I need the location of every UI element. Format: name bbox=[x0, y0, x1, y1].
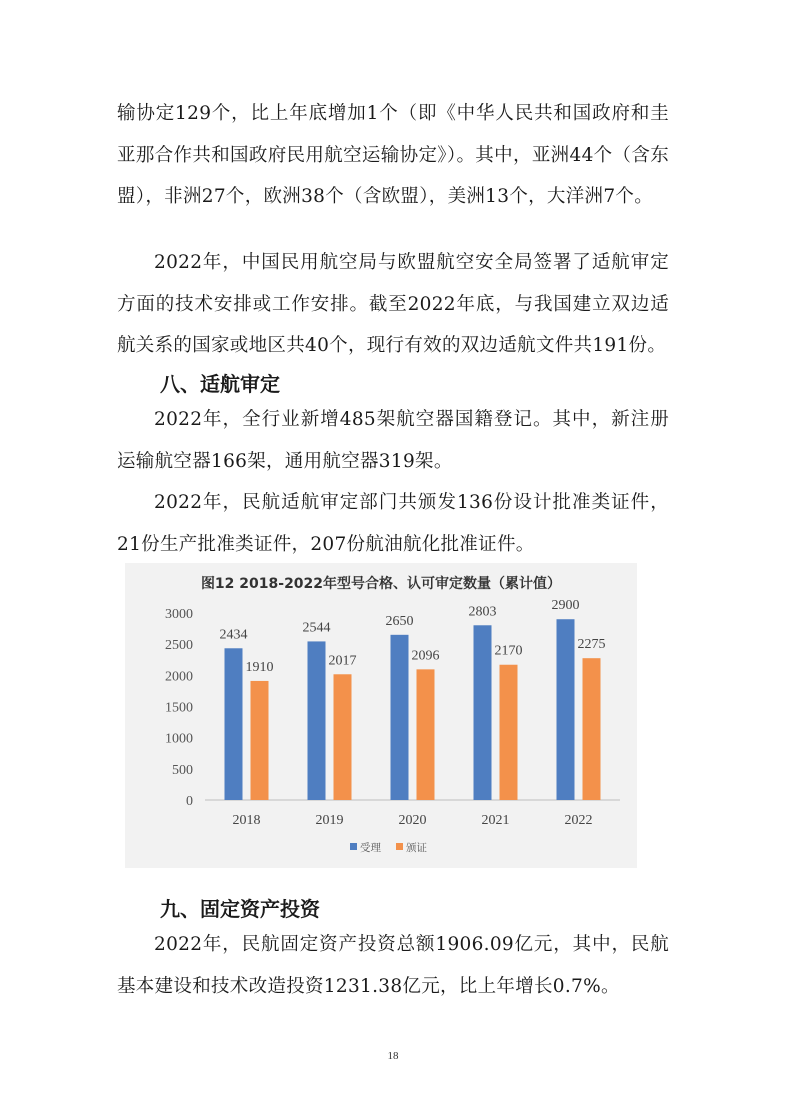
data-label: 2544 bbox=[302, 620, 331, 636]
data-label: 2650 bbox=[385, 613, 414, 629]
certification-chart bbox=[125, 563, 637, 868]
bar-certified bbox=[500, 665, 518, 800]
bar-accepted bbox=[308, 641, 326, 800]
x-tick-label: 2018 bbox=[232, 813, 261, 828]
paragraph-airworthiness-arrangements: 2022年，中国民用航空局与欧盟航空安全局签署了适航审定方面的技术安排或工作安排。截至2022年底，与我国建立双边适航关系的国家或地区共40个，现行有效的双边适航文件共191份。 bbox=[117, 252, 669, 356]
x-tick-label: 2020 bbox=[398, 813, 427, 828]
heading-fixed-asset-investment: 九、固定资产投资 bbox=[160, 897, 320, 921]
bar-certified bbox=[251, 681, 269, 800]
data-label: 2900 bbox=[551, 598, 580, 614]
legend-swatch bbox=[350, 843, 357, 850]
y-tick-label: 0 bbox=[186, 794, 193, 809]
bar-certified bbox=[334, 674, 352, 800]
data-label: 2434 bbox=[219, 627, 248, 643]
bar-accepted bbox=[557, 619, 575, 800]
bar-accepted bbox=[391, 635, 409, 800]
data-label: 2275 bbox=[577, 637, 606, 653]
data-label: 1910 bbox=[245, 659, 274, 675]
legend-label: 颁证 bbox=[406, 842, 427, 854]
paragraph-aircraft-registration: 2022年，全行业新增485架航空器国籍登记。其中，新注册运输航空器166架，通用航空器319架。 bbox=[117, 409, 669, 472]
bar-accepted bbox=[474, 625, 492, 800]
chart-svg bbox=[125, 563, 637, 868]
legend-label: 受理 bbox=[360, 842, 381, 854]
paragraph-bilateral-agreements: 输协定129个，比上年底增加1个（即《中华人民共和国政府和圭亚那合作共和国政府民用航空运输协定》）。其中，亚洲44个（含东盟），非洲27个，欧洲38个（含欧盟），美洲13个，大洋洲7个。 bbox=[117, 103, 669, 207]
y-tick-label: 3000 bbox=[165, 607, 193, 622]
y-tick-label: 2500 bbox=[165, 638, 193, 654]
data-label: 2096 bbox=[411, 648, 440, 664]
page-number: 18 bbox=[387, 1050, 399, 1062]
y-tick-label: 500 bbox=[172, 762, 193, 778]
data-label: 2017 bbox=[328, 653, 357, 669]
y-tick-label: 1500 bbox=[165, 700, 193, 716]
bar-accepted bbox=[225, 648, 243, 800]
legend-swatch bbox=[396, 843, 403, 850]
chart-title: 图12 2018-2022年型号合格、认可审定数量（累计值） bbox=[200, 576, 562, 592]
data-label: 2170 bbox=[494, 643, 523, 659]
y-tick-label: 2000 bbox=[165, 669, 193, 685]
y-tick-label: 1000 bbox=[165, 731, 193, 747]
heading-airworthiness: 八、适航审定 bbox=[160, 372, 280, 396]
paragraph-investment: 2022年，民航固定资产投资总额1906.09亿元，其中，民航基本建设和技术改造投资1231.38亿元，比上年增长0.7%。 bbox=[117, 934, 669, 997]
x-tick-label: 2021 bbox=[481, 813, 510, 828]
bar-certified bbox=[583, 658, 601, 800]
data-label: 2803 bbox=[468, 604, 497, 620]
bar-certified bbox=[417, 669, 435, 800]
x-tick-label: 2022 bbox=[564, 813, 593, 828]
paragraph-certificates: 2022年，民航适航审定部门共颁发136份设计批准类证件，21份生产批准类证件，207份航油航化批准证件。 bbox=[117, 492, 669, 555]
x-tick-label: 2019 bbox=[315, 813, 344, 828]
